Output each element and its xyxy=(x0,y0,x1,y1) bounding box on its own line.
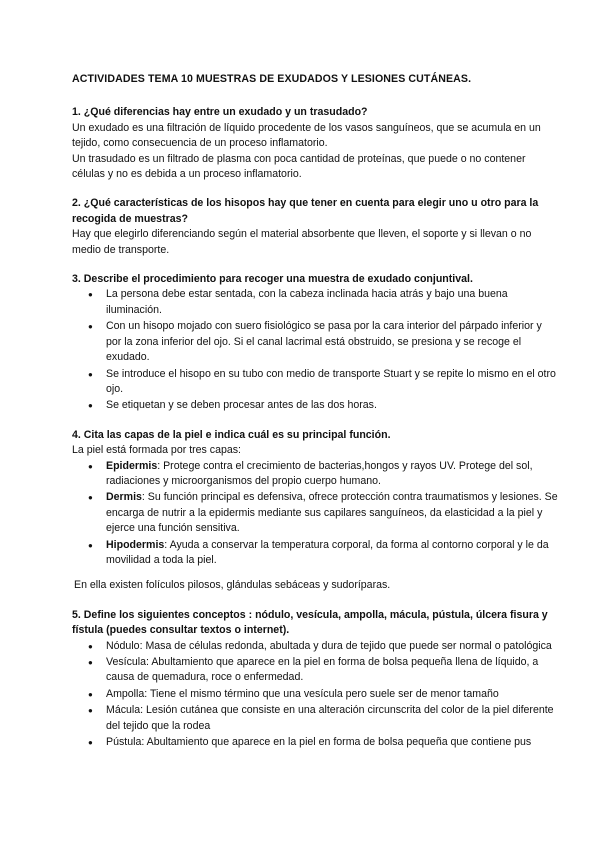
list-item: ● Ampolla: Tiene el mismo término que una vesícula pero suele ser de menor tamaño xyxy=(106,687,560,702)
list-item: ● Vesícula: Abultamiento que aparece en la piel en forma de bolsa pequeña llena de líquido, a causa de quemadura, roce o enfermedad. xyxy=(106,655,560,686)
question-3: 3. Describe el procedimiento para recoger una muestra de exudado conjuntival. xyxy=(72,273,473,286)
list-item: ● Mácula: Lesión cutánea que consiste en una alteración circunscrita del color de la piel diferente del tejido que la rodea xyxy=(106,703,560,734)
list-item: ● Pústula: Abultamiento que aparece en la piel en forma de bolsa pequeña que contiene pus xyxy=(106,735,560,750)
section-q4 xyxy=(72,428,560,594)
answer-3-list xyxy=(72,287,560,413)
list-item: ● Nódulo: Masa de células redonda, abultada y dura de tejido que puede ser normal o patológica xyxy=(106,639,560,654)
section-q2 xyxy=(72,196,560,258)
skin-layers-list xyxy=(72,459,560,569)
definition-epidermis: : Protege contra el crecimiento de bacterias,hongos y rayos UV. Protege del sol, radiaciones y microorganismos del propio cuerpo humano. xyxy=(106,459,533,487)
term-epidermis: Epidermis xyxy=(106,459,158,472)
concepts-list xyxy=(72,639,560,751)
answer-2-paragraph: Hay que elegirlo diferenciando según el material absorbente que lleven, el soporte y si llevan o no medio de transporte. xyxy=(72,228,532,256)
section-q3 xyxy=(72,272,560,414)
question-5: 5. Define los siguientes conceptos : nódulo, vesícula, ampolla, mácula, pústula, úlcera fisura y fístula (puedes consultar textos o internet). xyxy=(72,608,548,637)
section-q5 xyxy=(72,608,560,751)
list-item: ● Se etiquetan y se deben procesar antes de las dos horas. xyxy=(106,398,560,413)
list-item: ● Con un hisopo mojado con suero fisiológico se pasa por la cara interior del párpado inferior y por la zona inferior del ojo. Si el canal lacrimal está obstruido, se presiona y se recoge el exudado. xyxy=(106,319,560,365)
question-1: 1. ¿Qué diferencias hay entre un exudado y un trasudado? xyxy=(72,106,368,119)
document-title: ACTIVIDADES TEMA 10 MUESTRAS DE EXUDADOS Y LESIONES CUTÁNEAS. xyxy=(72,73,472,85)
list-item-epidermis xyxy=(106,459,560,490)
definition-hipodermis: : Ayuda a conservar la temperatura corporal, da forma al contorno corporal y le da movilidad a toda la piel. xyxy=(106,538,549,566)
definition-dermis: : Su función principal es defensiva, ofrece protección contra traumatismos y lesiones. Se encarga de nutrir a la epidermis mediante sus capilares sanguíneos, da elasticidad a la piel y ejerce una función sensitiva. xyxy=(106,491,558,535)
list-item: ● La persona debe estar sentada, con la cabeza inclinada hacia atrás y bajo una buena iluminación. xyxy=(106,287,560,318)
term-dermis: Dermis xyxy=(106,491,142,504)
answer-1-paragraph-1: Un exudado es una filtración de líquido procedente de los vasos sanguíneos, que se acumula en un tejido, como consecuencia de un proceso inflamatorio. xyxy=(72,121,541,150)
section-q1 xyxy=(72,105,560,182)
question-2: 2. ¿Qué características de los hisopos hay que tener en cuenta para elegir uno u otro para la recogida de muestras? xyxy=(72,197,539,225)
list-item-hipodermis xyxy=(106,538,560,569)
answer-1-paragraph-2: Un trasudado es un filtrado de plasma con poca cantidad de proteínas, que puede o no contener células y no es debida a un proceso inflamatorio. xyxy=(72,152,526,181)
answer-4-note: En ella existen folículos pilosos, glándulas sebáceas y sudoríparas. xyxy=(74,579,391,592)
answer-4-intro: La piel está formada por tres capas: xyxy=(72,444,242,457)
list-item-dermis xyxy=(106,490,560,536)
term-hipodermis: Hipodermis xyxy=(106,538,165,551)
list-item: ● Se introduce el hisopo en su tubo con medio de transporte Stuart y se repite lo mismo en el otro ojo. xyxy=(106,367,560,398)
question-4: 4. Cita las capas de la piel e indica cuál es su principal función. xyxy=(72,428,391,441)
